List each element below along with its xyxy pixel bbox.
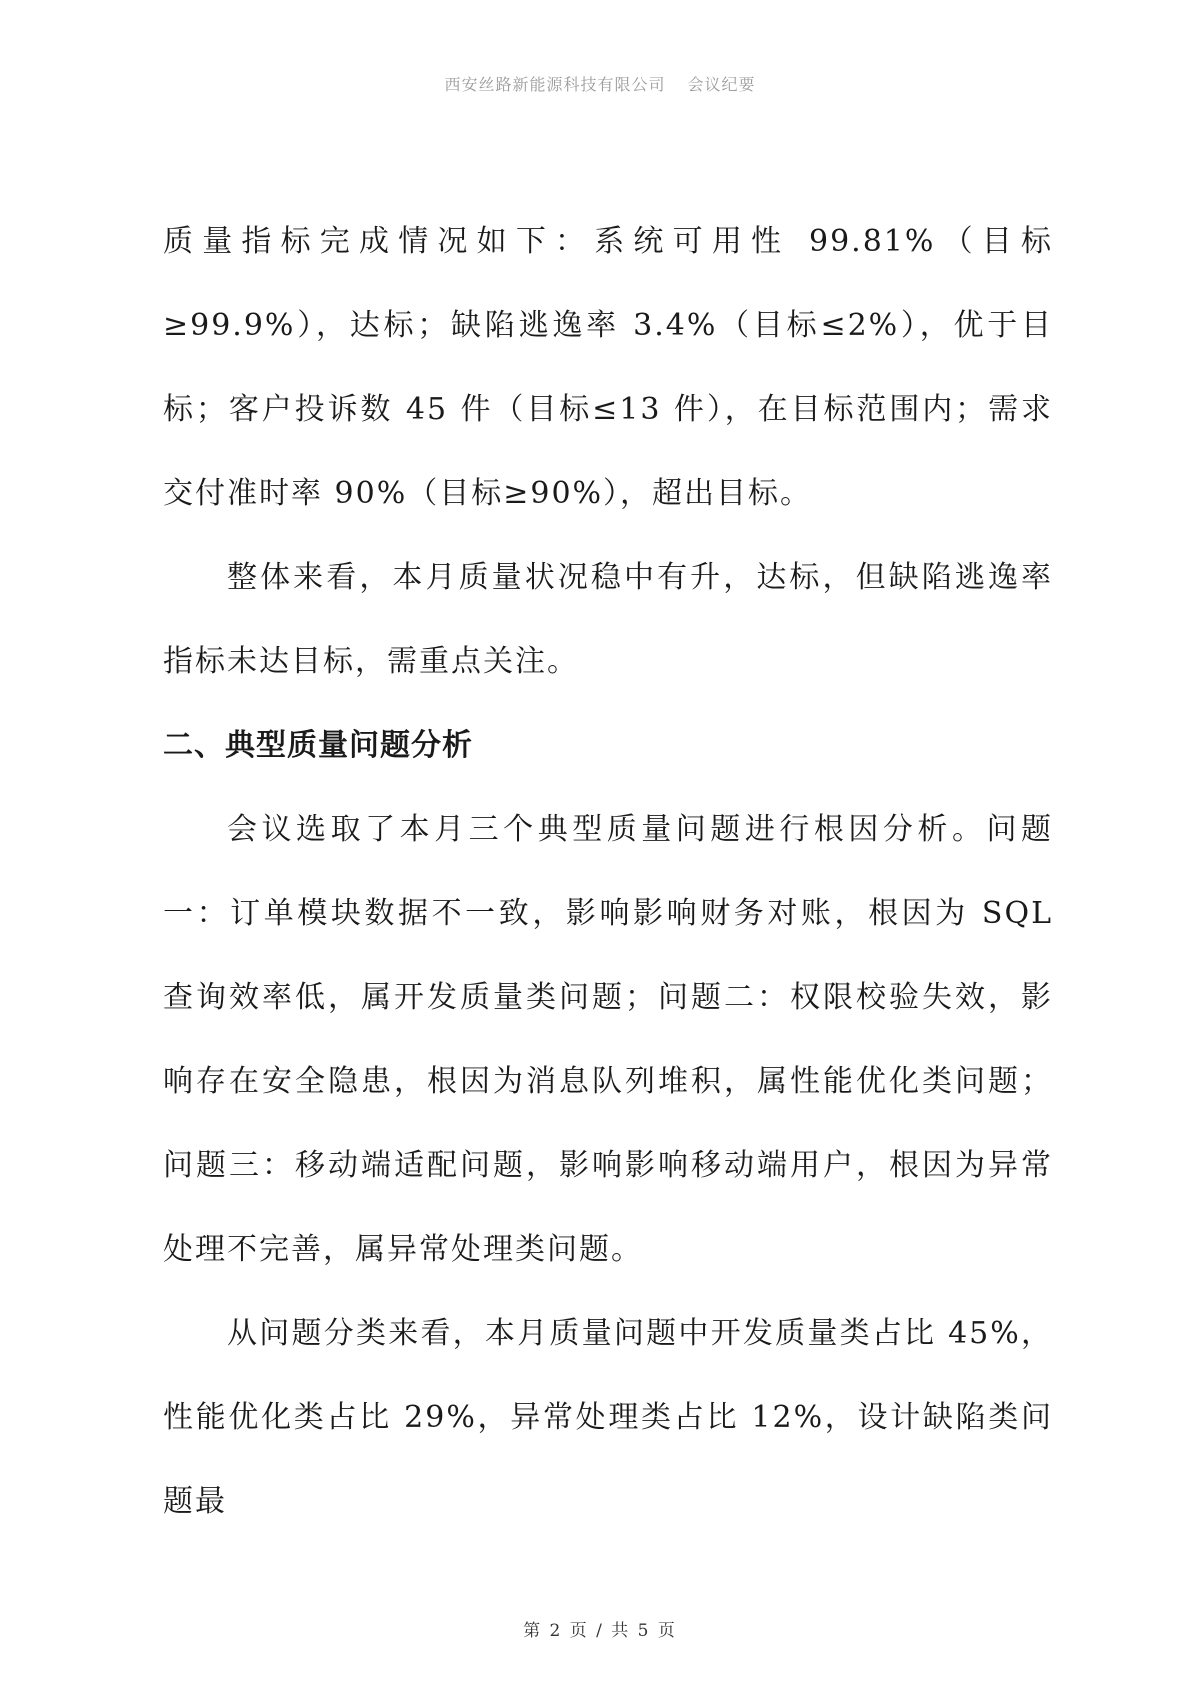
paragraph-overall-summary: 整体来看，本月质量状况稳中有升，达标，但缺陷逃逸率指标未达目标，需重点关注。: [163, 560, 1053, 679]
page-number: 第 2 页 / 共 5 页: [523, 1621, 677, 1641]
paragraph-typical-issues: 会议选取了本月三个典型质量问题进行根因分析。问题一：订单模块数据不一致，影响影响财务对账，根因为 SQL 查询效率低，属开发质量类问题；问题二：权限校验失效，影响存在安全隐患，根因为消息队列堆积，属性能优化类问题；问题三：移动端适配问题，影响影响移动端用户，根因为异常处理不完善，属异常处理类问题。: [163, 812, 1053, 1267]
section-title-typical-issues: 二、典型质量问题分析: [163, 728, 473, 763]
page-header: [0, 72, 1200, 95]
header-doc-type: 会议纪要: [687, 75, 756, 94]
paragraph-issue-classification: 从问题分类来看，本月质量问题中开发质量类占比 45%，性能优化类占比 29%，异常处理类占比 12%，设计缺陷类问题最: [163, 1316, 1053, 1519]
header-company: 西安丝路新能源科技有限公司: [444, 75, 666, 94]
paragraph-quality-metrics: 质量指标完成情况如下：系统可用性 99.81%（目标≥99.9%），达标；缺陷逃逸率 3.4%（目标≤2%），优于目标；客户投诉数 45 件（目标≤13 件），在目标范围内；需求交付准时率 90%（目标≥90%），超出目标。: [163, 224, 1053, 511]
document-body: [163, 200, 1053, 1544]
